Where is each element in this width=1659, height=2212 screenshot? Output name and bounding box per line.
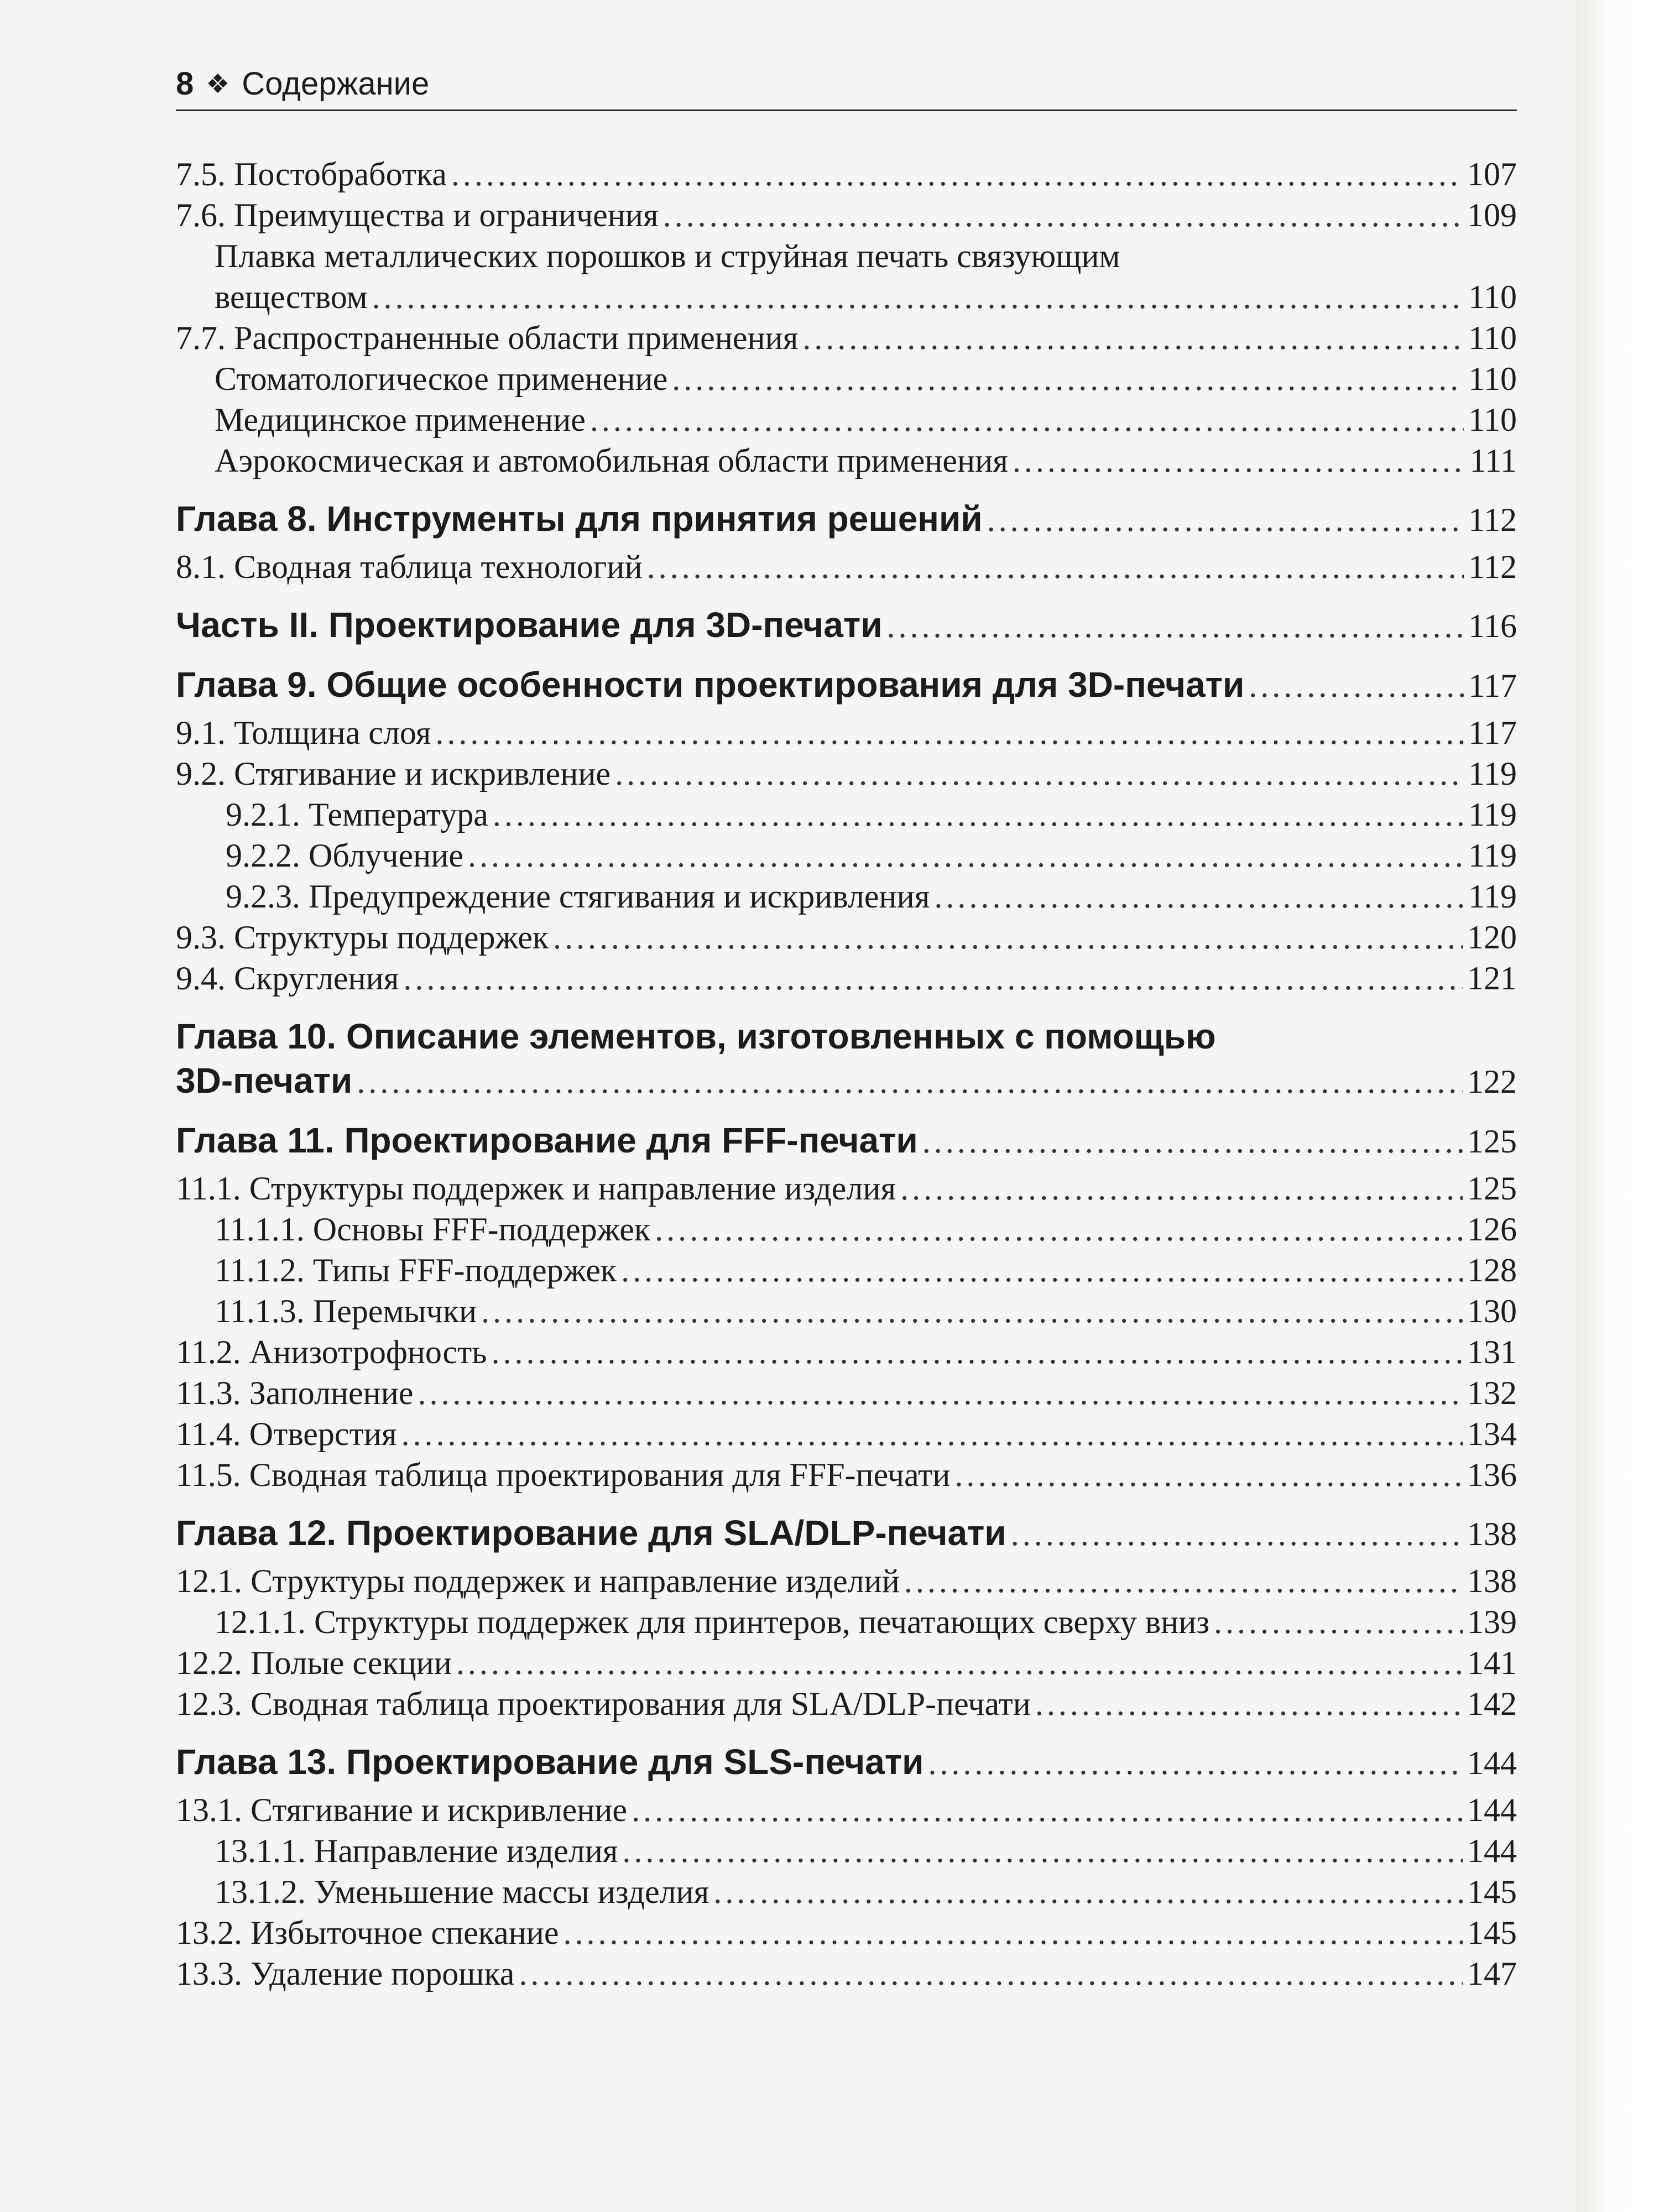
toc-chapter-title: Глава 8. Инструменты для принятия решений (176, 499, 983, 539)
toc-leader (904, 1561, 1463, 1601)
toc-entry[interactable] (176, 794, 1517, 835)
toc-leader (1011, 1512, 1463, 1556)
toc-chapter-title: Глава 13. Проектирование для SLS-печати (176, 1742, 924, 1782)
toc-entry[interactable] (176, 1912, 1517, 1953)
toc-chapter-title: 3D-печати (176, 1061, 353, 1100)
toc-leader (1249, 664, 1464, 708)
toc-entry-page: 131 (1467, 1334, 1517, 1370)
toc-entry[interactable] (176, 1291, 1517, 1332)
toc-leader (655, 1209, 1463, 1250)
toc-leader (468, 835, 1464, 876)
toc-part-page: 116 (1468, 608, 1517, 644)
toc-chapter-wrapped-line (176, 1014, 1517, 1058)
toc-chapter[interactable] (176, 1511, 1517, 1555)
toc-entry-page: 145 (1467, 1914, 1517, 1951)
toc-entry-title: веществом (215, 279, 368, 315)
toc-entry-page: 119 (1468, 796, 1517, 833)
toc-chapter[interactable] (176, 497, 1517, 541)
toc-entry-title: 11.1. Структуры поддержек и направление изделия (176, 1170, 896, 1207)
toc-leader (632, 1790, 1463, 1830)
toc-leader (401, 1413, 1463, 1454)
toc-entry-title: 9.2.3. Предупреждение стягивания и искривления (226, 878, 930, 915)
toc-entry-title: 12.2. Полые секции (176, 1645, 452, 1681)
ornament-icon: ❖ (206, 69, 230, 99)
toc-entry-title: 7.5. Постобработка (176, 156, 447, 192)
toc-entry[interactable] (176, 399, 1517, 440)
toc-entry-page: 144 (1467, 1833, 1517, 1869)
toc-entry-title: 8.1. Сводная таблица технологий (176, 549, 643, 585)
toc-chapter-page: 144 (1467, 1745, 1517, 1781)
toc-entry-title: 9.2.2. Облучение (226, 837, 463, 874)
toc-entry-page: 111 (1469, 442, 1517, 479)
toc-entry[interactable] (176, 712, 1517, 753)
table-of-contents (176, 154, 1517, 1994)
toc-part-title: Часть II. Проектирование для 3D-печати (176, 605, 883, 645)
toc-entry-title: 13.1.1. Направление изделия (215, 1833, 618, 1869)
toc-leader (647, 546, 1464, 587)
toc-entry-title: 12.1. Структуры поддержек и направление изделий (176, 1563, 900, 1599)
toc-entry[interactable] (176, 917, 1517, 958)
toc-leader (621, 1250, 1463, 1291)
toc-entry[interactable] (176, 1168, 1517, 1209)
toc-entry-title: Стоматологическое применение (215, 361, 668, 397)
toc-leader (622, 1830, 1463, 1871)
toc-leader (928, 1741, 1463, 1785)
toc-leader (372, 276, 1464, 317)
toc-leader (1013, 440, 1465, 481)
toc-entry-page: 147 (1467, 1955, 1517, 1992)
toc-entry-title: 9.1. Толщина слоя (176, 714, 431, 751)
running-header (176, 65, 1503, 102)
toc-part[interactable] (176, 603, 1517, 647)
toc-entry-title: 11.1.3. Перемычки (215, 1293, 477, 1329)
toc-entry-page: 110 (1468, 361, 1517, 397)
toc-entry[interactable] (176, 1830, 1517, 1871)
toc-chapter-title: Глава 10. Описание элементов, изготовленных с помощью (176, 1016, 1216, 1056)
toc-entry-title: 11.2. Анизотрофность (176, 1334, 487, 1370)
toc-entry-title: Плавка металлических порошков и струйная печать связующим (215, 238, 1120, 274)
toc-chapter-page: 138 (1467, 1516, 1517, 1552)
toc-leader (934, 876, 1464, 917)
toc-leader (802, 317, 1464, 358)
toc-entry-title: 7.6. Преимущества и ограничения (176, 197, 659, 233)
toc-entry[interactable] (176, 1373, 1517, 1413)
toc-entry[interactable] (176, 195, 1517, 236)
toc-chapter-page: 125 (1467, 1123, 1517, 1160)
toc-entry-page: 136 (1467, 1457, 1517, 1493)
toc-entry-page: 119 (1468, 837, 1517, 874)
toc-entry[interactable] (176, 358, 1517, 399)
toc-entry-page: 120 (1467, 919, 1517, 956)
toc-entry[interactable] (176, 1561, 1517, 1601)
toc-chapter-title: Глава 12. Проектирование для SLA/DLP-печати (176, 1513, 1006, 1553)
toc-leader (492, 1332, 1463, 1373)
toc-entry[interactable] (176, 1250, 1517, 1291)
toc-entry[interactable] (176, 317, 1517, 358)
toc-chapter[interactable] (176, 662, 1517, 707)
toc-leader (1035, 1683, 1463, 1724)
toc-entry-title: 11.1.2. Типы FFF-поддержек (215, 1252, 617, 1288)
toc-entry-page: 107 (1467, 156, 1517, 192)
toc-entry-title: 11.3. Заполнение (176, 1375, 414, 1411)
toc-leader (922, 1119, 1463, 1164)
toc-entry-title: Медицинское применение (215, 401, 586, 438)
toc-entry-page: 121 (1467, 960, 1517, 997)
toc-leader (1214, 1601, 1463, 1642)
toc-entry-title: 12.1.1. Структуры поддержек для принтеров, печатающих сверху вниз (215, 1604, 1210, 1640)
toc-entry-title: 13.1. Стягивание и искривление (176, 1792, 628, 1828)
toc-entry-title: 9.2.1. Температура (226, 796, 488, 833)
toc-leader (357, 1060, 1463, 1104)
page-edge-shadow (1576, 0, 1659, 2212)
toc-entry-page: 110 (1468, 320, 1517, 356)
toc-leader (403, 958, 1463, 999)
toc-entry[interactable] (176, 1953, 1517, 1994)
toc-leader (987, 498, 1464, 542)
toc-leader (615, 753, 1464, 794)
toc-entry[interactable] (176, 1413, 1517, 1454)
toc-leader (456, 1642, 1463, 1683)
toc-entry-page: 144 (1467, 1792, 1517, 1828)
toc-chapter-title: Глава 9. Общие особенности проектирования для 3D-печати (176, 665, 1245, 705)
toc-entry-title: 11.5. Сводная таблица проектирования для FFF-печати (176, 1457, 951, 1493)
toc-entry[interactable] (176, 276, 1517, 317)
toc-entry[interactable] (176, 1454, 1517, 1495)
toc-entry[interactable] (176, 1683, 1517, 1724)
toc-chapter[interactable] (176, 1740, 1517, 1784)
toc-entry-page: 119 (1468, 755, 1517, 792)
toc-leader (451, 154, 1463, 195)
toc-entry-page: 139 (1467, 1604, 1517, 1640)
toc-entry[interactable] (176, 876, 1517, 917)
toc-chapter-page: 112 (1468, 502, 1517, 538)
toc-entry-page: 138 (1467, 1563, 1517, 1599)
toc-entry-page: 112 (1468, 549, 1517, 585)
toc-entry-title: 9.4. Скругления (176, 960, 399, 997)
toc-entry-title: 11.4. Отверстия (176, 1416, 397, 1452)
toc-entry-page: 128 (1467, 1252, 1517, 1288)
toc-entry[interactable] (176, 958, 1517, 999)
toc-leader (663, 195, 1463, 236)
toc-entry-page: 141 (1467, 1645, 1517, 1681)
toc-entry-page: 126 (1467, 1211, 1517, 1248)
toc-leader (435, 712, 1464, 753)
toc-entry[interactable] (176, 1209, 1517, 1250)
toc-leader (672, 358, 1464, 399)
toc-entry[interactable] (176, 1601, 1517, 1642)
toc-entry[interactable] (176, 154, 1517, 195)
toc-entry-page: 110 (1468, 401, 1517, 438)
toc-leader (493, 794, 1464, 835)
toc-leader (900, 1168, 1463, 1209)
toc-entry-title: 9.3. Структуры поддержек (176, 919, 549, 956)
toc-chapter-page: 117 (1468, 667, 1517, 704)
toc-leader (887, 604, 1464, 648)
toc-entry[interactable] (176, 753, 1517, 794)
toc-entry[interactable] (176, 1871, 1517, 1912)
toc-entry-page: 125 (1467, 1170, 1517, 1207)
toc-entry-title: 11.1.1. Основы FFF-поддержек (215, 1211, 651, 1248)
toc-leader (481, 1291, 1463, 1332)
toc-leader (519, 1953, 1463, 1994)
toc-entry-page: 130 (1467, 1293, 1517, 1329)
toc-entry-wrapped-line (176, 236, 1517, 276)
toc-entry-page: 109 (1467, 197, 1517, 233)
toc-entry-title: 13.3. Удаление порошка (176, 1955, 515, 1992)
toc-entry[interactable] (176, 546, 1517, 587)
toc-entry[interactable] (176, 440, 1517, 481)
toc-entry-page: 132 (1467, 1375, 1517, 1411)
toc-leader (713, 1871, 1463, 1912)
toc-chapter[interactable] (176, 1058, 1517, 1103)
toc-entry-title: 7.7. Распространенные области применения (176, 320, 799, 356)
toc-entry-page: 145 (1467, 1874, 1517, 1910)
page-number: 8 (176, 66, 194, 102)
toc-leader (590, 399, 1464, 440)
toc-chapter[interactable] (176, 1118, 1517, 1162)
toc-entry-page: 142 (1467, 1686, 1517, 1722)
toc-leader (418, 1373, 1463, 1413)
toc-entry-title: 13.1.2. Уменьшение массы изделия (215, 1874, 709, 1910)
toc-entry-title: Аэрокосмическая и автомобильная области применения (215, 442, 1008, 479)
toc-entry-title: 9.2. Стягивание и искривление (176, 755, 611, 792)
toc-entry[interactable] (176, 1642, 1517, 1683)
toc-entry-page: 119 (1468, 878, 1517, 915)
toc-chapter-title: Глава 11. Проектирование для FFF-печати (176, 1120, 918, 1160)
toc-entry-title: 12.3. Сводная таблица проектирования для SLA/DLP-печати (176, 1686, 1031, 1722)
toc-entry-page: 110 (1468, 279, 1517, 315)
toc-entry-title: 13.2. Избыточное спекание (176, 1914, 559, 1951)
toc-chapter-page: 122 (1467, 1063, 1517, 1100)
header-rule (176, 109, 1517, 111)
toc-entry[interactable] (176, 1790, 1517, 1830)
toc-entry-page: 117 (1468, 714, 1517, 751)
toc-entry-page: 134 (1467, 1416, 1517, 1452)
toc-entry[interactable] (176, 835, 1517, 876)
toc-leader (954, 1454, 1463, 1495)
toc-entry[interactable] (176, 1332, 1517, 1373)
toc-leader (564, 1912, 1463, 1953)
running-title: Содержание (242, 66, 430, 102)
toc-leader (553, 917, 1463, 958)
